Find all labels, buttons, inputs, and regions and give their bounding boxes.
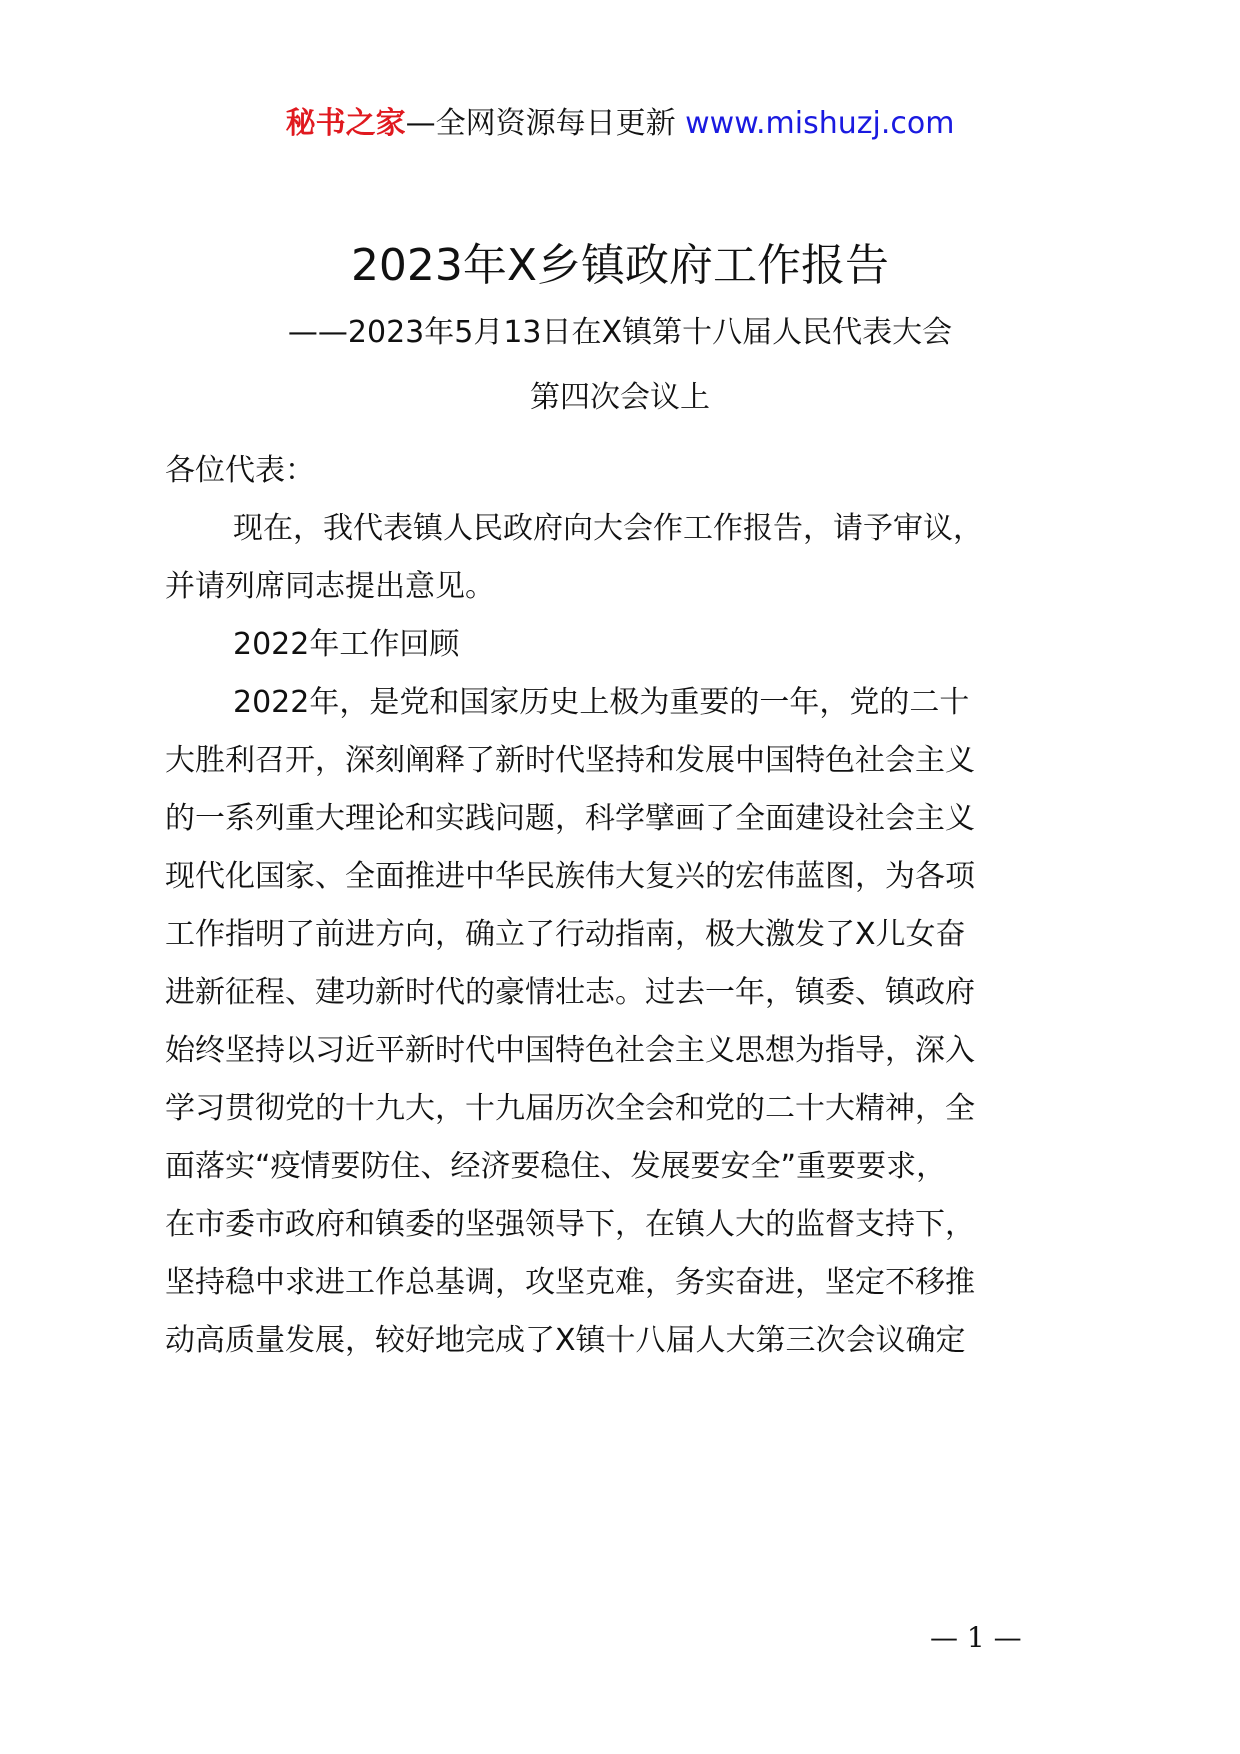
paragraph2-line: 动高质量发展，较好地完成了X镇十八届人大第三次会议确定 [165,1323,966,1358]
paragraph2-line: 进新征程、建功新时代的豪情壮志。过去一年，镇委、镇政府 [165,975,975,1010]
salutation: 各位代表： [165,453,315,488]
paragraph2-line: 面落实“疫情要防住、经济要稳住、发展要安全”重要要求， [165,1149,947,1184]
document-subtitle-line2: 第四次会议上 [530,380,710,415]
section-heading: 2022年工作回顾 [233,627,460,662]
document-title: 2023年X乡镇政府工作报告 [350,240,890,291]
paragraph2-line: 2022年，是党和国家历史上极为重要的一年，党的二十 [233,685,970,720]
paragraph2-line: 坚持稳中求进工作总基调，攻坚克难，务实奋进，坚定不移推 [165,1265,975,1300]
document-subtitle-line1: ——2023年5月13日在X镇第十八届人民代表大会 [287,315,953,350]
page-number: — 1 — [930,1621,1022,1654]
paragraph2-line: 的一系列重大理论和实践问题，科学擘画了全面建设社会主义 [165,801,975,836]
paragraph2-line: 大胜利召开，深刻阐释了新时代坚持和发展中国特色社会主义 [165,743,975,778]
paragraph2-line: 在市委市政府和镇委的坚强领导下，在镇人大的监督支持下， [165,1207,975,1242]
site-url-link[interactable]: www.mishuzj.com [685,106,955,141]
paragraph2-line: 现代化国家、全面推进中华民族伟大复兴的宏伟蓝图，为各项 [165,859,975,894]
site-banner [0,104,1240,144]
paragraph1-line2: 并请列席同志提出意见。 [165,569,495,604]
site-brand: 秘书之家 [285,106,406,141]
paragraph1-line1: 现在，我代表镇人民政府向大会作工作报告，请予审议， [233,511,983,546]
site-tagline: —全网资源每日更新 [405,106,686,141]
paragraph2-line: 始终坚持以习近平新时代中国特色社会主义思想为指导，深入 [165,1033,975,1068]
paragraph2-line: 学习贯彻党的十九大，十九届历次全会和党的二十大精神，全 [165,1091,975,1126]
paragraph2-line: 工作指明了前进方向，确立了行动指南，极大激发了X儿女奋 [165,917,966,952]
